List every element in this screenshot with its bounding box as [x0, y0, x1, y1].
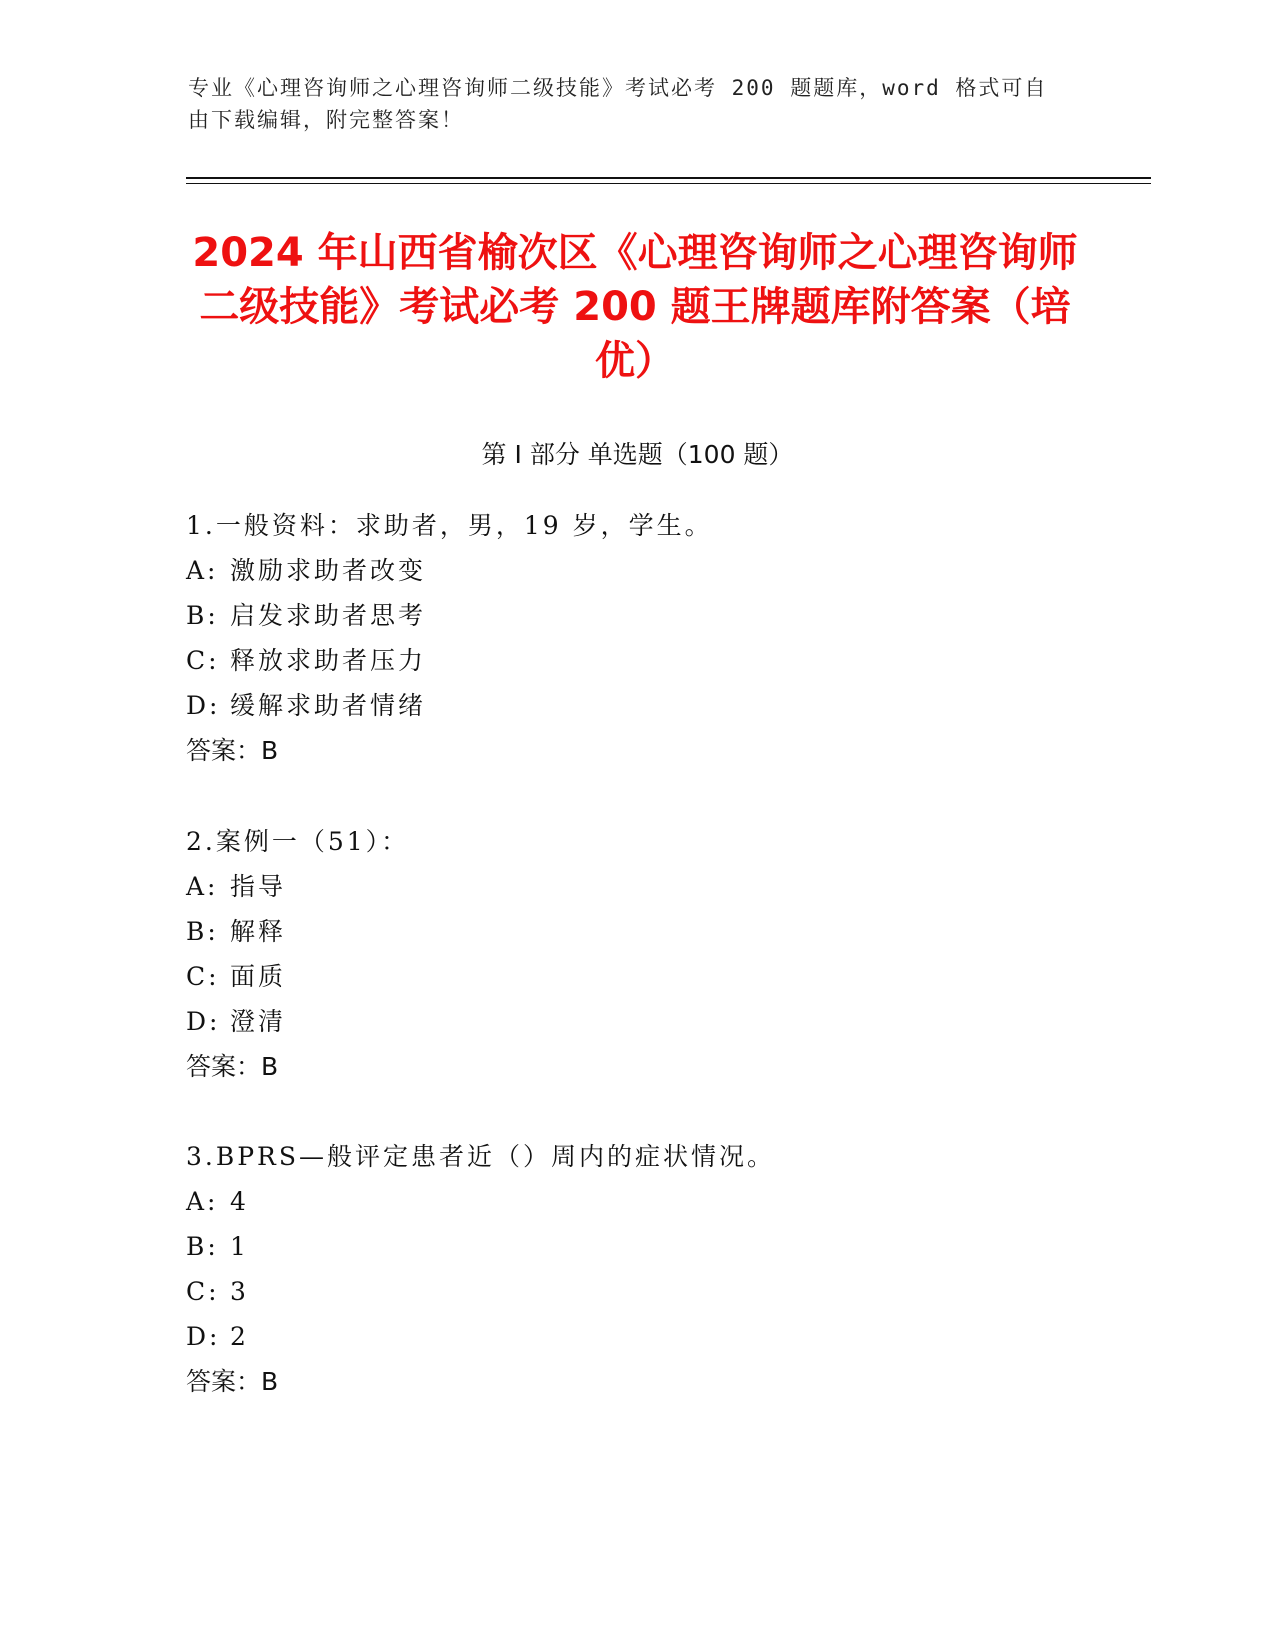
option-c	[186, 638, 1086, 683]
question-2	[186, 819, 1086, 1089]
option-letter: B:	[186, 1232, 219, 1261]
option-text: 2	[230, 1322, 249, 1351]
option-text: 面质	[230, 962, 287, 991]
header-note: 专业《心理咨询师之心理咨询师二级技能》考试必考 200 题题库，word 格式可自由下载编辑，附完整答案！	[188, 76, 1048, 132]
option-letter: C:	[186, 962, 220, 991]
option-letter: C:	[186, 1277, 220, 1306]
option-text: 指导	[230, 872, 287, 901]
option-d	[186, 999, 1086, 1044]
option-letter: A:	[186, 556, 219, 585]
option-letter: D:	[186, 1322, 221, 1351]
option-letter: A:	[186, 1187, 219, 1216]
option-c	[186, 954, 1086, 999]
option-text: 澄清	[230, 1007, 287, 1036]
option-a	[186, 864, 1086, 909]
document-title: 2024 年山西省榆次区《心理咨询师之心理咨询师二级技能》考试必考 200 题王牌题库附答案（培优）	[192, 230, 1078, 384]
section-title: 第 I 部分 单选题（100 题）	[481, 440, 794, 469]
option-text: 3	[230, 1277, 249, 1306]
option-text: 1	[230, 1232, 249, 1261]
option-b	[186, 593, 1086, 638]
option-b	[186, 1224, 1086, 1269]
option-text: 启发求助者思考	[230, 601, 427, 630]
answer-line: 答案：B	[186, 1052, 279, 1081]
option-text: 激励求助者改变	[230, 556, 427, 585]
option-c	[186, 1269, 1086, 1314]
option-a	[186, 548, 1086, 593]
question-stem: 3.BPRS—般评定患者近（）周内的症状情况。	[186, 1142, 775, 1171]
header-rule-thin	[186, 183, 1151, 184]
option-letter: C:	[186, 646, 220, 675]
answer-line: 答案：B	[186, 736, 279, 765]
option-letter: D:	[186, 1007, 221, 1036]
option-text: 4	[230, 1187, 249, 1216]
question-1	[186, 503, 1086, 773]
question-stem: 1.一般资料：求助者，男，19 岁，学生。	[186, 511, 713, 540]
header-rule-thick	[186, 177, 1151, 179]
option-b	[186, 909, 1086, 954]
option-d	[186, 683, 1086, 728]
option-text: 解释	[230, 917, 287, 946]
answer-line: 答案：B	[186, 1367, 279, 1396]
question-stem: 2.案例一（51）：	[186, 827, 410, 856]
option-d	[186, 1314, 1086, 1359]
question-3	[186, 1134, 1086, 1404]
option-letter: B:	[186, 601, 219, 630]
option-a	[186, 1179, 1086, 1224]
option-text: 释放求助者压力	[230, 646, 427, 675]
option-letter: A:	[186, 872, 219, 901]
option-text: 缓解求助者情绪	[230, 691, 427, 720]
option-letter: B:	[186, 917, 219, 946]
option-letter: D:	[186, 691, 221, 720]
